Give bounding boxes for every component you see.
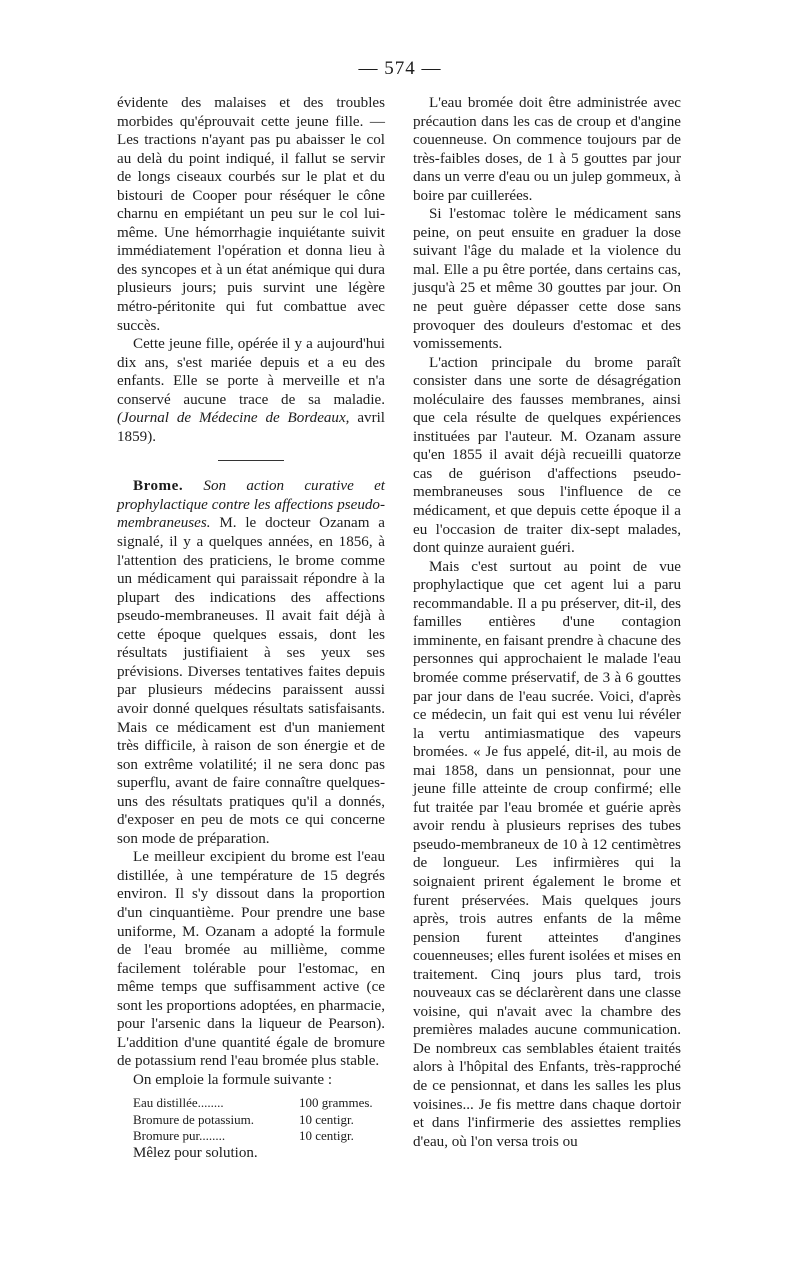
paragraph: L'action principale du brome paraît consister dans une sorte de désagrégation moléculaire des fausses membranes, ainsi que cela résulte de quelques expériences instituées par l'auteur. M. Ozanam assure qu'en 1855 il avait déjà recueilli quatorze cas de guérison d'affections pseudo-membraneuses sous l'influence de ce médicament, et que depuis cette époque il a eu l'occasion de traiter dix-sept malades, dont quinze auraient guéri. (413, 354, 681, 557)
formula-row (117, 1112, 385, 1129)
formula-ingredient: Bromure de potassium. (133, 1111, 254, 1127)
formula-ingredient: Eau distillée........ (133, 1095, 224, 1111)
formula-quantity: 10 centigr. (299, 1128, 354, 1144)
paragraph: On emploie la formule suivante : (133, 1071, 333, 1088)
left-column (117, 94, 385, 1161)
page-number: — 574 — (358, 58, 442, 79)
section-divider (218, 460, 284, 461)
formula-list (117, 1095, 385, 1161)
section-heading: Brome. (133, 478, 184, 495)
formula-row (117, 1095, 385, 1112)
formula-row (117, 1128, 385, 1145)
paragraph-text: M. le docteur Ozanam a signalé, il y a quelques années, en 1856, à l'attention des praticiens, le brome comme un médicament qui paraissait répondre à la plupart des indications des affections pseudo-membraneuses. Il avait fait déjà à cette époque quelques essais, dont les résultats justifiaient à ses yeux ses prévisions. Diverses tentatives faites depuis par plusieurs médecins paraissent aussi avoir donné quelques résultats satisfaisants. Mais ce médicament est d'un maniement très difficile, à raison de son énergie et de son extrême volatilité; il ne sera donc pas superflu, avant de faire connaître quelques-uns des résultats pratiques qu'il a donnés, d'exposer en peu de mots ce qui concerne son mode de préparation. (117, 515, 385, 847)
paragraph: évidente des malaises et des troubles morbides qu'éprouvait cette jeune fille. — Les tractions n'ayant pas pu abaisser le col au delà du point indiqué, il fallut se servir de longs ciseaux courbés sur le plat et du bistouri de Cooper pour réséquer le cône charnu en empiétant un peu sur le col lui-même. Une hémorrhagie inquiétante suivit immédiatement l'opération et donna lieu à des syncopes et à un état anémique qui dura plusieurs jours; puis survint une légère métro-péritonite qui fut combattue avec succès. (117, 95, 385, 334)
paragraph: Si l'estomac tolère le médicament sans peine, on peut ensuite en graduer la dose suivant l'âge du malade et la violence du mal. Elle a pu être portée, dans certains cas, jusqu'à 25 et même 30 gouttes par jour. On ne peut guère dépasser cette dose sans provoquer des douleurs d'estomac et des vomissements. (413, 206, 681, 353)
paragraph: Mais c'est surtout au point de vue prophylactique que cet agent lui a paru recommandable. Il a pu préserver, dit-il, des familles entières d'une contagion imminente, en faisant prendre à chacune des personnes qui approchaient le malade l'eau bromée comme préservatif, de 3 à 6 gouttes par jour dans de l'eau sucrée. Voici, d'après ce médecin, un fait qui est venu lui révéler la vertu antimiasmatique des vapeurs bromées. « Je fus appelé, dit-il, au mois de mai 1858, dans un pensionnat, pour une jeune fille atteinte de croup confirmé; elle fut traitée par l'eau bromée et guérie après avoir rendu à plusieurs reprises des tubes pseudo-membraneux de 10 à 12 centimètres de longueur. Les infirmières qui la soignaient prirent également le brome et furent préservées. Mais quelques jours après, trois autres enfants de la même pension furent atteintes d'angines couenneuses; elles furent isolées et mises en traitement. Cinq jours plus tard, trois nouveaux cas se déclarèrent dans une classe voisine, qui n'avait avec la chambre des premières malades aucune communication. De nombreux cas semblables étaient traités alors à l'hôpital des Enfants, très-rapproché de ce pensionnat, et dans les salles les plus voisines... Je fis mettre dans chaque dortoir et dans l'infirmerie des assiettes remplies d'eau, où l'on versa trois ou (413, 558, 681, 1150)
formula-ingredient: Bromure pur........ (133, 1128, 226, 1144)
citation-date: avril 1859). (117, 410, 385, 445)
citation: (Journal de Médecine de Bordeaux, (117, 410, 350, 427)
right-column (413, 94, 681, 1151)
formula-quantity: 10 centigr. (299, 1111, 354, 1127)
paragraph (117, 335, 385, 446)
section-paragraph (117, 477, 385, 848)
paragraph: L'eau bromée doit être administrée avec précaution dans les cas de croup et d'angine couenneuse. On commence toujours par de très-faibles doses, de 1 à 5 gouttes par jour dans un verre d'eau ou un julep gommeux, à boire par cuillerées. (413, 95, 681, 204)
paragraph: Le meilleur excipient du brome est l'eau distillée, à une température de 15 degrés environ. Il s'y dissout dans la proportion d'un cinquantième. Pour prendre une base uniforme, M. Ozanam a adopté la formule de l'eau bromée au millième, comme facilement tolérable pour l'estomac, en même temps que suffisamment active (ce sont les proportions adoptées, en pharmacie, pour l'arsenic dans la liqueur de Pearson). L'addition d'une quantité égale de bromure de potassium rend l'eau bromée plus stable. (117, 849, 385, 1070)
paragraph-text: Cette jeune fille, opérée il y a aujourd'hui dix ans, s'est mariée depuis et a eu des enfants. Elle se porte à merveille et n'a conservé aucune trace de sa maladie. (117, 336, 385, 408)
section-subtitle: Son action curative et prophylactique contre les affections pseudo-membraneuses. (117, 478, 385, 532)
formula-instruction: Mêlez pour solution. (133, 1144, 258, 1161)
formula-quantity: 100 grammes. (299, 1095, 373, 1111)
